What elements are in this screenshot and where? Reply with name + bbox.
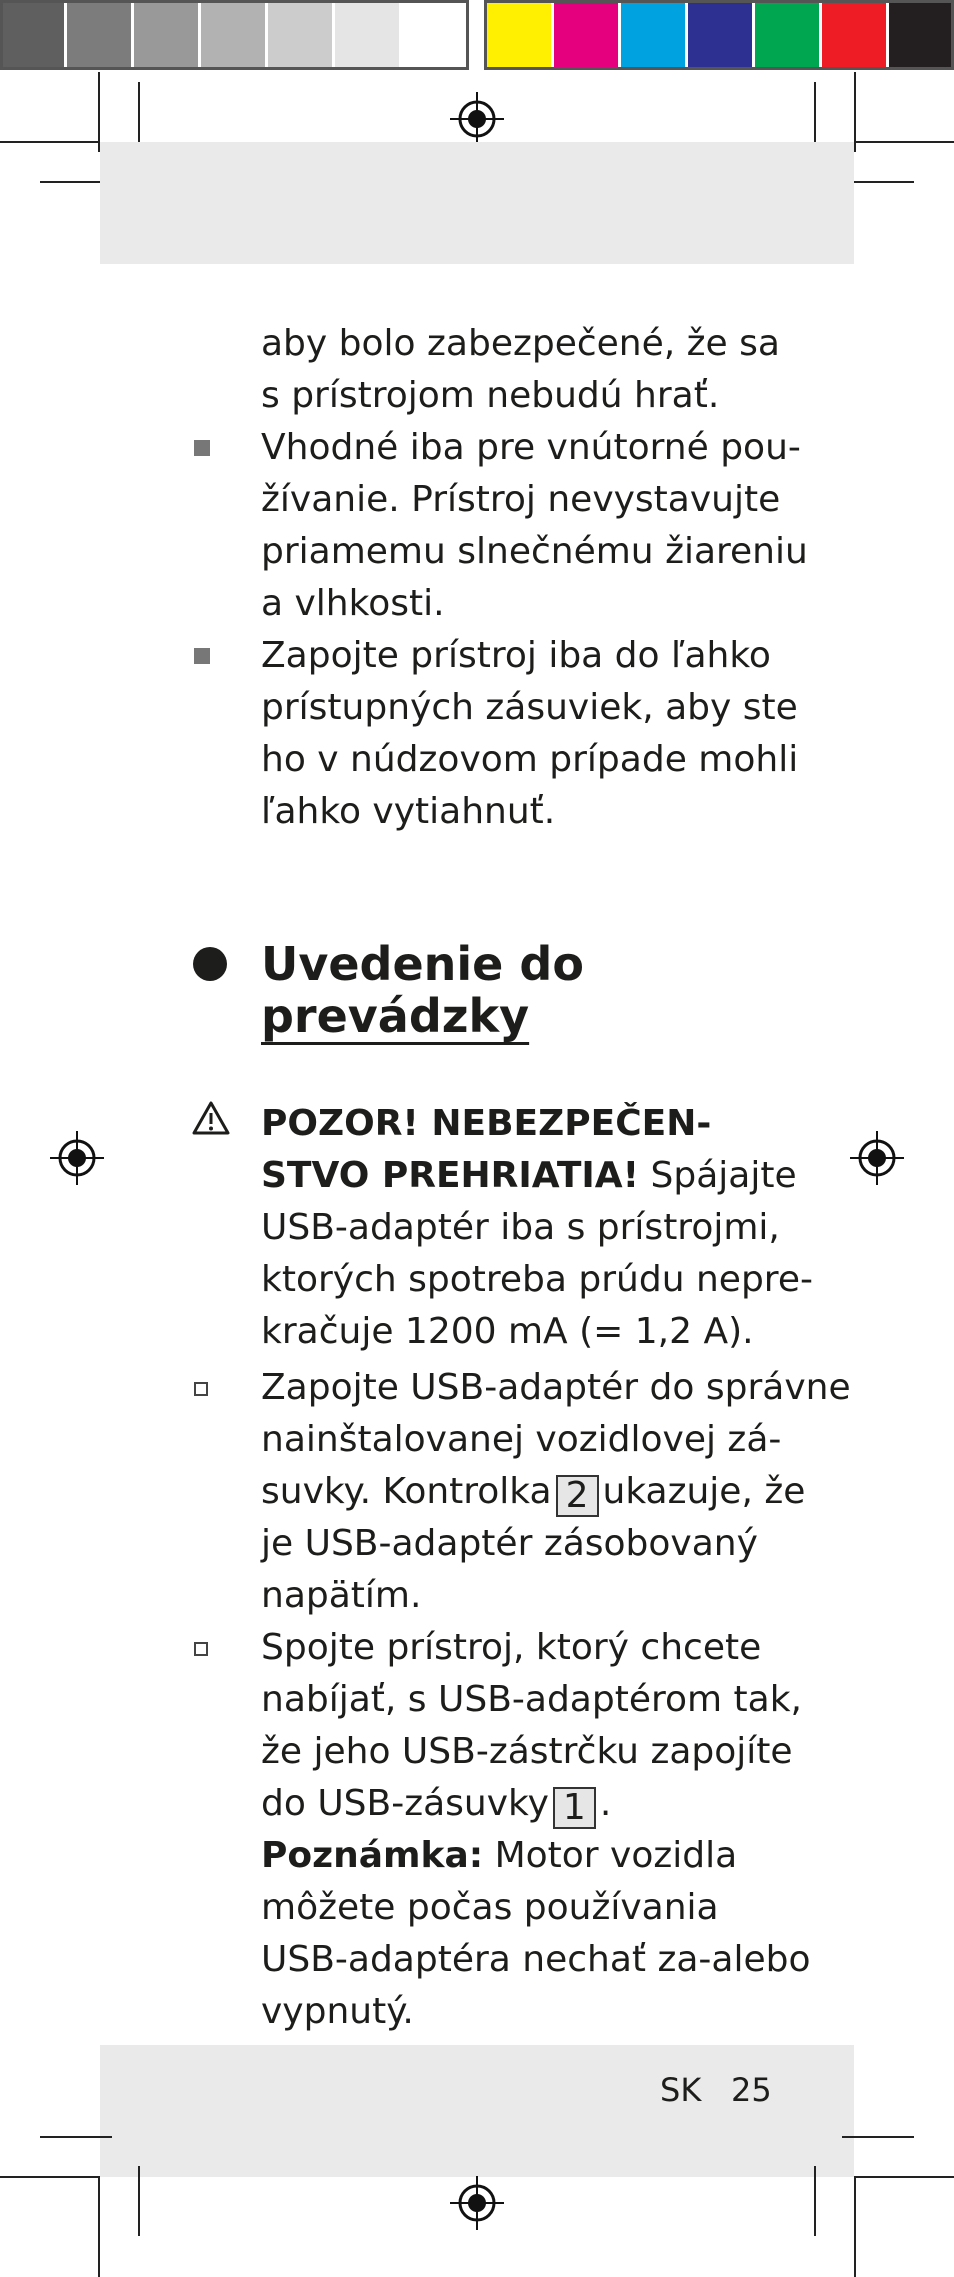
crop-line [0, 2176, 100, 2178]
step-connect-device [261, 1622, 811, 2038]
heading-line: Uvedenie do [261, 937, 584, 991]
crop-line [98, 2176, 100, 2277]
step-checkbox-icon [194, 1382, 208, 1396]
text-line: môžete počas používania [261, 1887, 719, 1928]
warning-label: POZOR! NEBEZPEČEN- [261, 1103, 712, 1144]
swatch-frame [484, 0, 954, 70]
crop-line [40, 2136, 112, 2138]
text-fragment: do USB-zásuvky [261, 1783, 549, 1824]
crop-line [854, 141, 954, 143]
text-line [261, 1830, 781, 1882]
page-number: 25 [731, 2071, 772, 2109]
footer-band [100, 2045, 854, 2177]
text-line: ľahko vytiahnuť. [261, 791, 556, 832]
heading-bullet-icon [193, 947, 227, 981]
note-label: Poznámka: [261, 1835, 484, 1876]
text-line [261, 1466, 806, 1518]
registration-mark-icon [850, 1131, 904, 1185]
footer-language: SK [660, 2071, 702, 2109]
crop-line [854, 2176, 954, 2178]
text-line: nabíjať, s USB-adaptérom tak, [261, 1679, 802, 1720]
text-fragment: suvky. Kontrolka [261, 1471, 552, 1512]
header-band [100, 142, 854, 264]
heading-line: prevádzky [261, 989, 530, 1043]
text-line: Zapojte prístroj iba do ľahko [261, 635, 771, 676]
crop-line [98, 72, 100, 152]
text-line: vypnutý. [261, 1991, 414, 2032]
registration-mark-icon [450, 92, 504, 146]
swatch-frame [0, 0, 469, 70]
text-line: prístupných zásuviek, aby ste [261, 687, 798, 728]
text-fragment: . [599, 1783, 612, 1824]
bullet-accessible-socket [261, 630, 799, 838]
crop-line [842, 2136, 914, 2138]
registration-mark-icon [450, 2176, 504, 2230]
reference-number: 1 [553, 1787, 596, 1829]
paragraph-continuation [261, 318, 781, 422]
text-line: napätím. [261, 1575, 422, 1616]
warning-line [261, 1098, 781, 1150]
text-fragment: Spájajte [639, 1155, 797, 1196]
text-line: s prístrojom nebudú hrať. [261, 375, 720, 416]
reference-number: 2 [556, 1475, 599, 1517]
text-line: žívanie. Prístroj nevystavujte [261, 479, 781, 520]
text-line: kračuje 1200 mA (= 1,2 A). [261, 1311, 754, 1352]
warning-line [261, 1150, 797, 1202]
registration-mark-icon [50, 1131, 104, 1185]
warning-triangle-icon [192, 1100, 230, 1136]
warning-overheating [261, 1098, 813, 1358]
bullet-indoor-use [261, 422, 808, 630]
text-line: ho v núdzovom prípade mohli [261, 739, 799, 780]
text-line: je USB-adaptér zásobovaný [261, 1523, 758, 1564]
text-line: že jeho USB-zástrčku zapojíte [261, 1731, 793, 1772]
text-line: Spojte prístroj, ktorý chcete [261, 1627, 762, 1668]
text-line: Zapojte USB-adaptér do správne [261, 1367, 851, 1408]
text-fragment: ukazuje, že [602, 1471, 806, 1512]
text-fragment: Motor vozidla [483, 1835, 738, 1876]
text-line: aby bolo zabezpečené, že sa [261, 323, 780, 364]
section-heading [261, 938, 584, 1042]
crop-line [854, 72, 856, 152]
text-line: a vlhkosti. [261, 583, 445, 624]
text-line: nainštalovanej vozidlovej zá- [261, 1419, 782, 1460]
text-line [261, 1778, 781, 1830]
text-line: USB-adaptér iba s prístrojmi, [261, 1207, 780, 1248]
step-plug-adapter [261, 1362, 851, 1622]
crop-line [138, 2166, 140, 2236]
bullet-square-icon [194, 648, 210, 664]
step-checkbox-icon [194, 1642, 208, 1656]
text-line: ktorých spotreba prúdu nepre- [261, 1259, 813, 1300]
text-line: USB-adaptéra nechať za-alebo [261, 1939, 811, 1980]
text-line: Vhodné iba pre vnútorné pou- [261, 427, 801, 468]
warning-label: STVO PREHRIATIA! [261, 1155, 640, 1196]
crop-line [854, 2176, 856, 2277]
crop-line [814, 2166, 816, 2236]
text-line: priamemu slnečnému žiareniu [261, 531, 808, 572]
crop-line [0, 141, 100, 143]
bullet-square-icon [194, 440, 210, 456]
